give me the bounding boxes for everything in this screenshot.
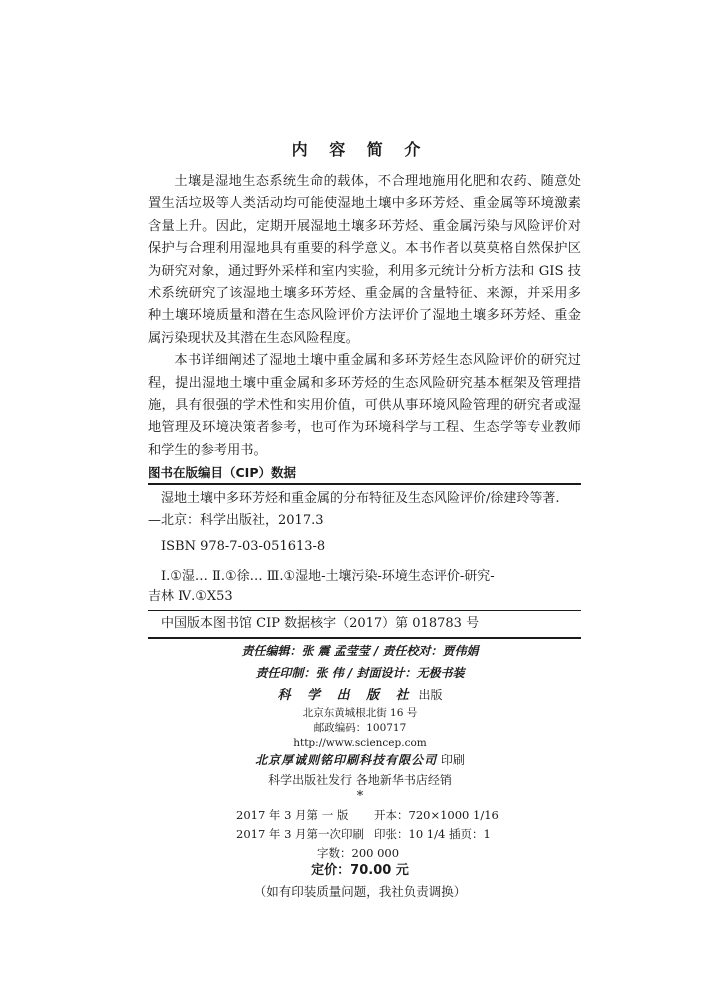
cip-heading: 图书在版编目（CIP）数据 [148, 465, 296, 480]
word-count: 字数：200 000 [317, 846, 400, 860]
summary-paragraph: 土壤是湿地生态系统生命的载体，不合理地施用化肥和农药、随意处置生活垃圾等人类活动均可能使湿地土壤中多环芳烃、重金属等环境激素含量上升。因此，定期开展湿地土壤多环芳烃、重金属污染与风险评价对保护与合理利用湿地具有重要的科学意义。本书作者以莫莫格自然保护区为研究对象，通过野外采样和室内实验，利用多元统计分析方法和 GIS 技术系统研究了该湿地土壤多环芳烃、重金属的含量特征、来源，并采用多种土壤环境质量和潜在生态风险评价方法评价了湿地土壤多环芳烃、重金属污染现状及其潜在生态风险程度。 [148, 174, 581, 346]
publisher-url: http://www.sciencep.com [293, 737, 427, 749]
divider [148, 483, 581, 485]
print-date: 2017 年 3 月第一次印刷 [236, 827, 365, 841]
printer-line [0, 751, 720, 769]
credits-production: 责任印制：张 伟 / 封面设计：无极书装 [255, 666, 465, 680]
cip-title-line: 湿地土壤中多环芳烃和重金属的分布特征及生态风险评价/徐建玲等著. [161, 491, 560, 506]
publisher-suffix: 出版 [418, 688, 443, 702]
edition-date: 2017 年 3 月第 一 版 [236, 808, 349, 822]
quality-note: （如有印装质量问题，我社负责调换） [253, 884, 467, 899]
separator-star: * [356, 789, 364, 804]
credits-editors: 责任编辑：张 震 孟莹莹 / 责任校对：贾伟娟 [241, 644, 479, 658]
publisher-line [0, 686, 720, 705]
divider [148, 637, 581, 639]
cip-classification-2: 吉林 Ⅳ.①X53 [148, 589, 233, 604]
format: 开本：720×1000 1/16 [374, 808, 499, 822]
publisher-postcode: 邮政编码：100717 [313, 722, 407, 734]
publisher-address: 北京东黄城根北街 16 号 [302, 707, 418, 719]
divider [148, 610, 581, 611]
cip-classification-1: Ⅰ.①湿… Ⅱ.①徐… Ⅲ.①湿地-土壤污染-环境生态评价-研究- [161, 569, 495, 584]
summary-paragraph: 本书详细阐述了湿地土壤中重金属和多环芳烃生态风险评价的研究过程，提出湿地土壤中重金属和多环芳烃的生态风险研究基本框架及管理措施，具有很强的学术性和实用价值，可供从事环境风险管理的研究者或湿地管理及环境决策者参考，也可作为环境科学与工程、生态学等专业教师和学生的参考用书。 [148, 353, 581, 458]
distribution: 科学出版社发行 各地新华书店经销 [268, 773, 452, 787]
price: 定价：70.00 元 [311, 863, 409, 878]
cip-isbn: ISBN 978-7-03-051613-8 [161, 539, 326, 554]
cip-publisher-line: —北京：科学出版社，2017.3 [148, 513, 324, 528]
cip-record-number: 中国版本图书馆 CIP 数据核字（2017）第 018783 号 [161, 616, 480, 631]
publisher-name: 科 学 出 版 社 [277, 688, 415, 703]
summary-title: 内 容 简 介 [291, 140, 429, 159]
summary-body [148, 171, 581, 462]
sheets: 印张：10 1/4 插页：1 [374, 827, 491, 841]
printer-name: 北京厚诚则铭印刷科技有限公司 [255, 753, 438, 767]
printer-suffix: 印刷 [440, 753, 465, 767]
